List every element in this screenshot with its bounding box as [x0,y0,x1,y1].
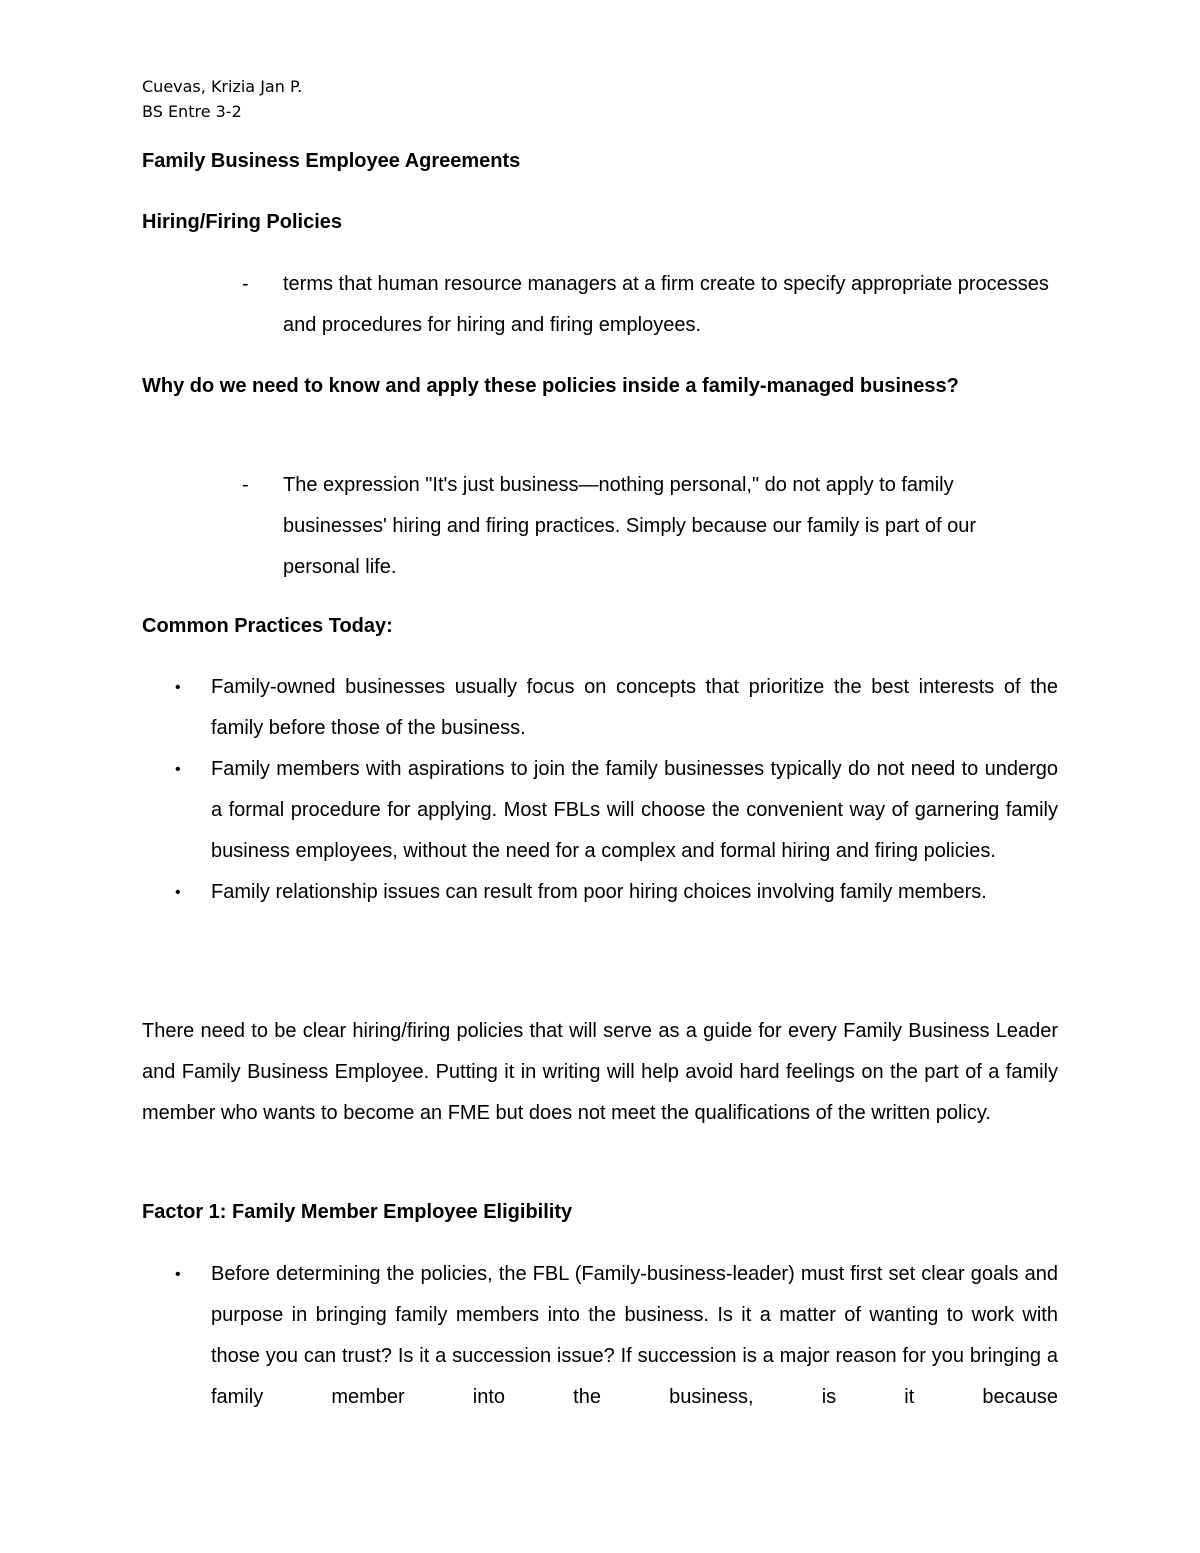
list-item-text: Family relationship issues can result from poor hiring choices involving family members. [211,881,987,903]
author-section: BS Entre 3-2 [142,102,242,121]
bullet-icon: • [175,679,181,696]
bullet-icon: • [175,1266,181,1283]
list-item-text: Family-owned businesses usually focus on concepts that prioritize the best interests of the family before those of the business. [211,676,1058,739]
definition-text: terms that human resource managers at a firm create to specify appropriate processes and procedures for hiring and firing employees. [283,273,1049,336]
factor1-list [142,1254,1058,1418]
why-answer [244,465,1058,588]
document-title: Family Business Employee Agreements [142,150,521,172]
factor1-heading: Factor 1: Family Member Employee Eligibility [142,1201,573,1223]
hiring-firing-definition [244,264,1058,346]
bullet-icon: • [175,761,181,778]
common-practices-list [142,667,1058,913]
list-item [142,667,1058,749]
list-item [142,749,1058,872]
hiring-firing-heading: Hiring/Firing Policies [142,211,343,233]
bullet-icon: • [175,884,181,901]
list-item-text: Before determining the policies, the FBL (Family-business-leader) must first set clear goals and purpose in bringing family members into the business. Is it a matter of wanting to work with those you can trust? Is it a succession issue? If succession is a major reason for you bringing a family member into the business, is it because [211,1263,1058,1408]
why-question: Why do we need to know and apply these policies inside a family-managed business? [142,375,959,397]
dash-marker: - [242,474,249,496]
common-practices-heading: Common Practices Today: [142,615,393,637]
list-item-text: Family members with aspirations to join the family businesses typically do not need to undergo a formal procedure for applying. Most FBLs will choose the convenient way of garnering family business employees, without the need for a complex and formal hiring and firing policies. [211,758,1058,862]
dash-marker: - [242,273,249,295]
author-header [142,74,302,124]
list-item [142,1254,1058,1418]
author-name: Cuevas, Krizia Jan P. [142,77,303,96]
policy-paragraph: There need to be clear hiring/firing policies that will serve as a guide for every Family Business Leader and Family Business Employee. Putting it in writing will help avoid hard feelings on the part of a family member who wants to become an FME but does not meet the qualifications of the written policy. [142,1020,1058,1124]
list-item [142,872,1058,913]
answer-text: The expression "It's just business—nothing personal," do not apply to family businesses' hiring and firing practices. Simply because our family is part of our personal life. [283,474,977,578]
